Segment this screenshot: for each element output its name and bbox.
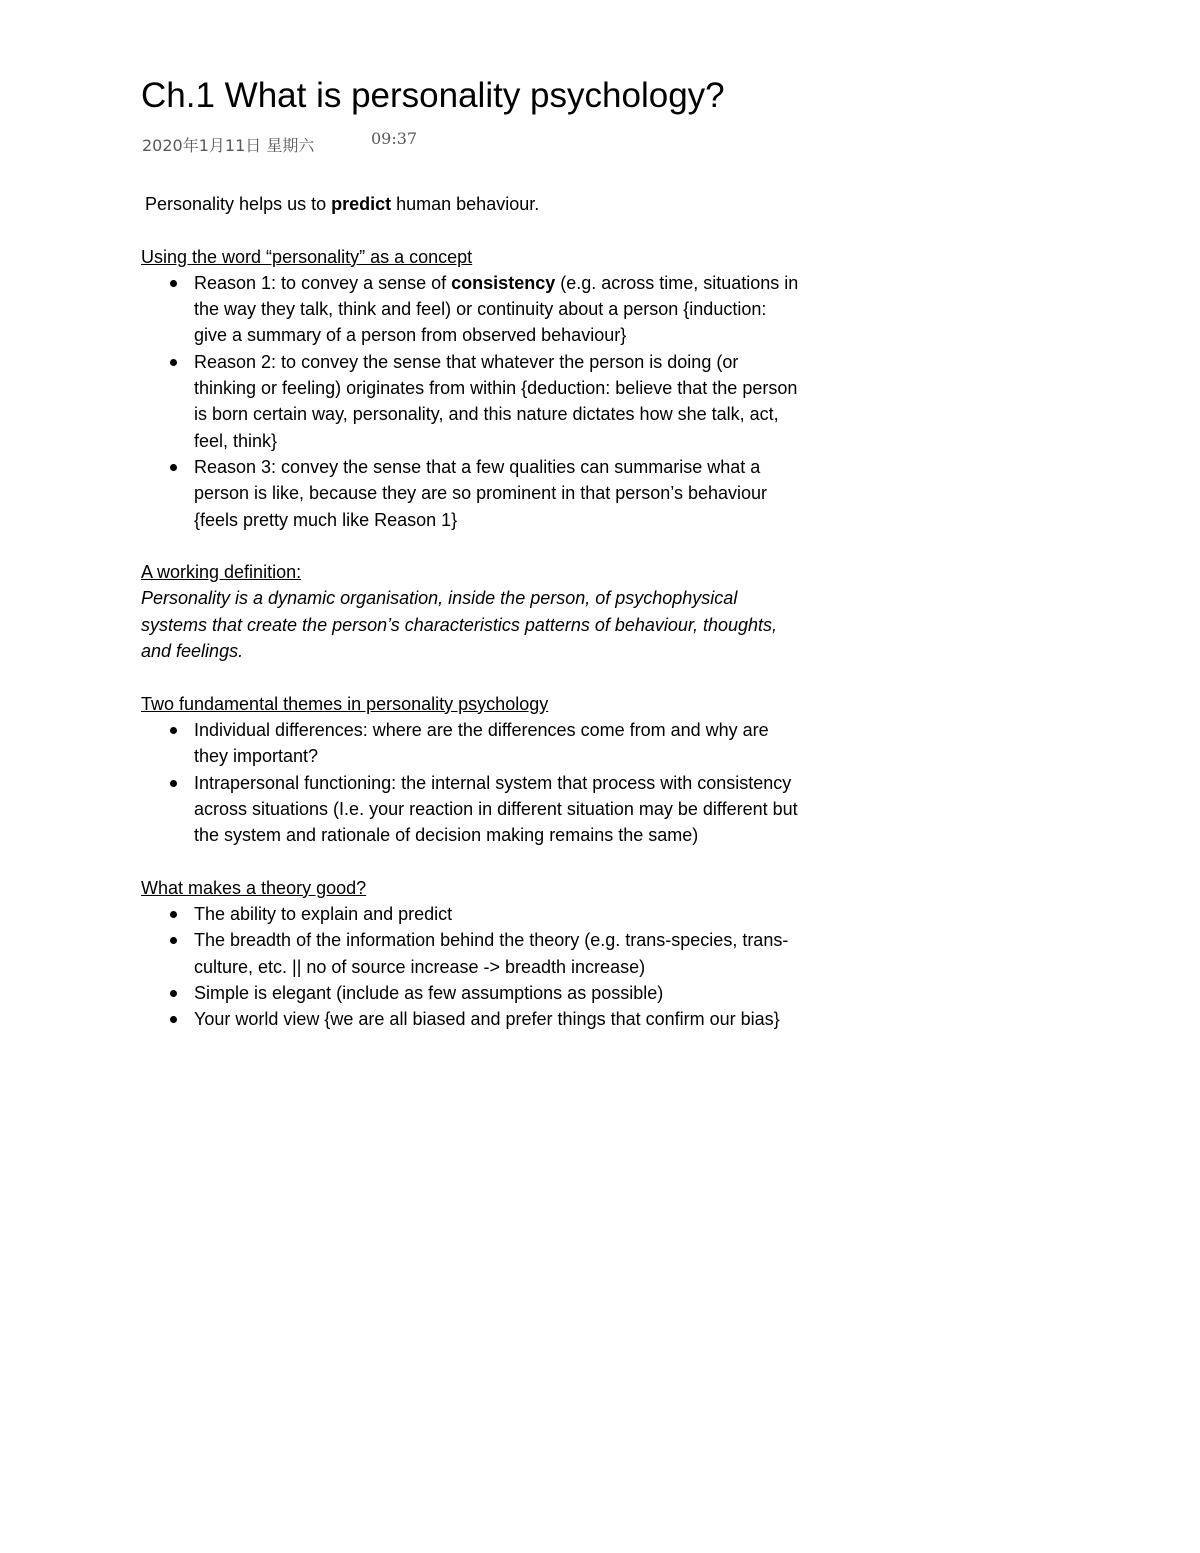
reason-1-text-after: (e.g. across time, situations in the way they talk, think and feel) or continuity about a person {induction: give a summary of a person from observed behaviour} [194, 272, 799, 346]
theory-item: Your world view {we are all biased and prefer things that confirm our bias} [141, 1006, 804, 1032]
reason-1-text-before: Reason 1: to convey a sense of [194, 272, 452, 293]
concept-heading: Using the word “personality” as a concept [141, 246, 473, 267]
themes-list [141, 717, 821, 848]
note-date: 2020年1月11日 星期六 [142, 136, 315, 155]
intro-bold-word: predict [331, 194, 392, 214]
intro-paragraph [145, 191, 821, 217]
note-time: 09:37 [371, 129, 418, 148]
themes-heading: Two fundamental themes in personality psychology [141, 693, 549, 714]
spacer [141, 848, 821, 874]
page-title: Ch.1 What is personality psychology? [141, 76, 725, 115]
reason-2-text: Reason 2: to convey the sense that whatever the person is doing (or thinking or feeling) originates from within {deduction: believe that the person is born certain way, personality, and this nature dictates how she talk, act, feel, think} [194, 351, 798, 451]
theory-item: Simple is elegant (include as few assumptions as possible) [141, 980, 804, 1006]
concept-list [141, 270, 821, 533]
concept-item-reason-3 [141, 454, 804, 533]
intro-text-after: human behaviour. [391, 194, 540, 214]
definition-heading: A working definition: [141, 562, 302, 583]
reason-3-text: Reason 3: convey the sense that a few qualities can summarise what a person is like, because they are so prominent in that person’s behaviour {feels pretty much like Reason 1} [194, 456, 768, 530]
themes-item: Individual differences: where are the differences come from and why are they important? [141, 717, 804, 770]
theory-item: The ability to explain and predict [141, 901, 804, 927]
intro-text-before: Personality helps us to [145, 194, 332, 214]
spacer [141, 533, 821, 559]
concept-item-reason-2 [141, 349, 804, 454]
definition-text: Personality is a dynamic organisation, inside the person, of psychophysical systems that create the person’s characteristics patterns of behaviour, thoughts, and feelings. [141, 588, 778, 662]
theory-heading: What makes a theory good? [141, 877, 367, 898]
themes-item: Intrapersonal functioning: the internal system that process with consistency across situations (I.e. your reaction in different situation may be different but the system and rationale of decision making remains the same) [141, 770, 804, 849]
spacer [141, 664, 821, 690]
theory-item: The breadth of the information behind the theory (e.g. trans-species, trans-culture, etc. || no of source increase -> breadth increase) [141, 927, 804, 980]
concept-item-reason-1 [141, 270, 804, 349]
theory-list [141, 901, 821, 1032]
note-body [141, 191, 821, 1033]
spacer [141, 217, 821, 243]
reason-1-bold-word: consistency [451, 272, 556, 293]
